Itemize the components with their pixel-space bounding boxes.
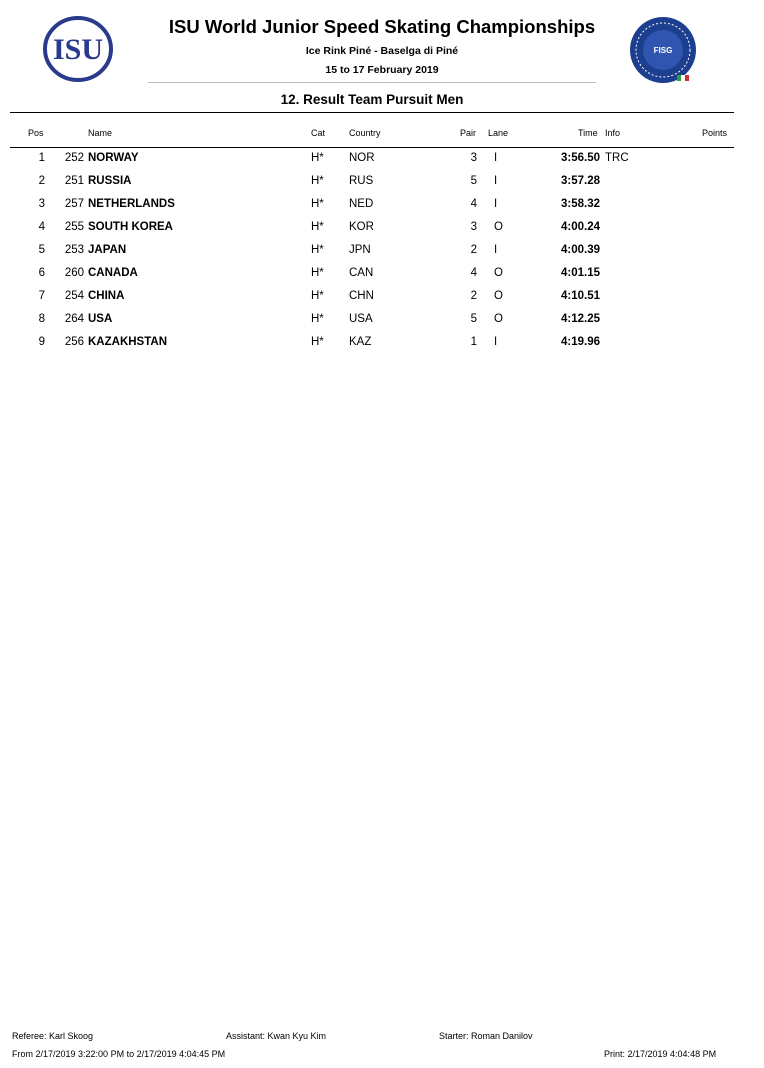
table-row	[0, 313, 764, 331]
row-name: KAZAKHSTAN	[88, 336, 168, 348]
col-header-country: Country	[349, 128, 381, 138]
row-lane: I	[494, 175, 498, 187]
title-divider	[10, 112, 734, 113]
row-pair: 3	[470, 221, 477, 233]
row-pair: 5	[470, 175, 477, 187]
row-cat: H*	[311, 267, 324, 279]
starter: Starter: Roman Danilov	[439, 1031, 533, 1041]
col-header-lane: Lane	[488, 128, 509, 138]
row-lane: O	[494, 267, 503, 279]
row-pos: 9	[38, 336, 45, 348]
row-time: 4:10.51	[560, 290, 600, 302]
assistant: Assistant: Kwan Kyu Kim	[226, 1031, 327, 1041]
row-number: 252	[64, 152, 84, 164]
row-name: NETHERLANDS	[88, 198, 175, 210]
row-time: 3:56.50	[560, 152, 600, 164]
time-range: From 2/17/2019 3:22:00 PM to 2/17/2019 4:04:45 PM	[12, 1049, 226, 1059]
header-divider	[148, 82, 596, 83]
dates: 15 to 17 February 2019	[325, 64, 439, 76]
row-number: 264	[64, 313, 84, 325]
event-title: 12. Result Team Pursuit Men	[280, 92, 464, 107]
row-cat: H*	[311, 198, 324, 210]
header-row-divider	[10, 147, 734, 148]
row-pos: 2	[38, 175, 45, 187]
table-row	[0, 336, 764, 354]
row-country: JPN	[349, 244, 371, 256]
row-cat: H*	[311, 290, 324, 302]
table-row	[0, 198, 764, 216]
row-pair: 3	[470, 152, 477, 164]
col-header-time: Time	[578, 128, 598, 138]
row-lane: O	[494, 313, 503, 325]
row-pair: 5	[470, 313, 477, 325]
row-pos: 8	[38, 313, 45, 325]
row-name: CANADA	[88, 267, 138, 279]
row-pair: 2	[470, 290, 477, 302]
row-time: 4:01.15	[560, 267, 600, 279]
svg-text:ISU: ISU	[52, 33, 104, 66]
row-pos: 5	[38, 244, 45, 256]
row-name: USA	[88, 313, 113, 325]
row-number: 251	[64, 175, 84, 187]
col-header-info: Info	[605, 128, 621, 138]
col-header-points: Points	[702, 128, 728, 138]
col-header-pair: Pair	[460, 128, 477, 138]
row-number: 254	[64, 290, 84, 302]
row-name: SOUTH KOREA	[88, 221, 173, 233]
row-pair: 1	[470, 336, 477, 348]
table-row	[0, 290, 764, 308]
row-pair: 4	[470, 267, 477, 279]
row-pos: 1	[38, 152, 45, 164]
table-row	[0, 175, 764, 193]
row-pair: 2	[470, 244, 477, 256]
table-row	[0, 267, 764, 285]
row-number: 253	[64, 244, 84, 256]
row-country: NED	[349, 198, 374, 210]
row-info: TRC	[605, 152, 629, 164]
row-country: NOR	[349, 152, 375, 164]
row-cat: H*	[311, 152, 324, 164]
row-pos: 3	[38, 198, 45, 210]
row-country: CAN	[349, 267, 374, 279]
row-cat: H*	[311, 336, 324, 348]
row-name: JAPAN	[88, 244, 127, 256]
championship-title: ISU World Junior Speed Skating Championships	[168, 16, 596, 37]
row-number: 260	[64, 267, 84, 279]
venue: Ice Rink Piné - Baselga di Piné	[305, 45, 459, 57]
row-pair: 4	[470, 198, 477, 210]
referee: Referee: Karl Skoog	[12, 1031, 94, 1041]
row-country: RUS	[349, 175, 374, 187]
row-cat: H*	[311, 313, 324, 325]
col-header-name: Name	[88, 128, 113, 138]
row-number: 255	[64, 221, 84, 233]
col-header-pos: Pos	[28, 128, 44, 138]
row-lane: I	[494, 198, 498, 210]
row-cat: H*	[311, 244, 324, 256]
row-pos: 4	[38, 221, 45, 233]
row-time: 3:58.32	[560, 198, 600, 210]
table-row	[0, 244, 764, 262]
row-time: 4:00.39	[560, 244, 600, 256]
row-lane: I	[494, 336, 498, 348]
row-number: 257	[64, 198, 84, 210]
table-row	[0, 152, 764, 170]
row-country: KOR	[349, 221, 374, 233]
col-header-cat: Cat	[311, 128, 326, 138]
row-time: 3:57.28	[560, 175, 600, 187]
row-pos: 7	[38, 290, 45, 302]
row-name: RUSSIA	[88, 175, 132, 187]
row-pos: 6	[38, 267, 45, 279]
row-time: 4:00.24	[560, 221, 600, 233]
print-timestamp: Print: 2/17/2019 4:04:48 PM	[604, 1049, 717, 1059]
row-cat: H*	[311, 221, 324, 233]
row-country: USA	[349, 313, 373, 325]
row-lane: O	[494, 221, 503, 233]
row-lane: I	[494, 244, 498, 256]
row-lane: I	[494, 152, 498, 164]
row-country: CHN	[349, 290, 374, 302]
row-lane: O	[494, 290, 503, 302]
row-country: KAZ	[349, 336, 372, 348]
row-name: NORWAY	[88, 152, 139, 164]
row-number: 256	[64, 336, 84, 348]
row-time: 4:12.25	[560, 313, 600, 325]
svg-text:FISG: FISG	[653, 46, 673, 55]
row-name: CHINA	[88, 290, 125, 302]
row-time: 4:19.96	[560, 336, 600, 348]
table-row	[0, 221, 764, 239]
row-cat: H*	[311, 175, 324, 187]
